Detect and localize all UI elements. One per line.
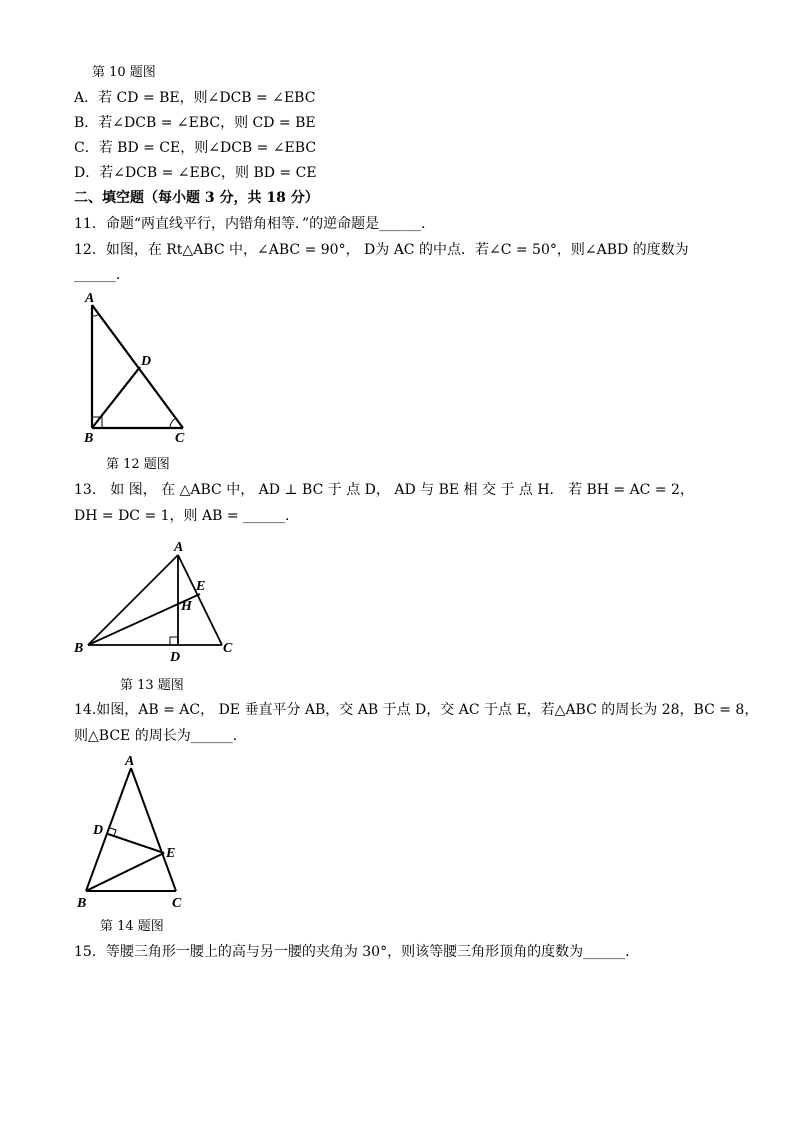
q15-text: 15．等腰三角形一腰上的高与另一腰的夹角为 30°，则该等腰三角形顶角的度数为______． (74, 944, 640, 960)
q14-label-e: E (166, 846, 176, 861)
q10-option-c: C．若 BD = CE，则∠DCB = ∠EBC (74, 140, 317, 156)
q14-label-b: B (77, 896, 87, 911)
q14-text-line1: 14.如图，AB = AC， DE 垂直平分 AB，交 AB 于点 D，交 AC 于点 E，若△ABC 的周长为 28，BC = 8， (74, 702, 759, 718)
section-title: 二、填空题（每小题 3 分，共 18 分） (74, 190, 319, 206)
q12-label-c: C (175, 431, 185, 446)
q13-caption: 第 13 题图 (120, 678, 184, 693)
q14-label-c: C (172, 896, 182, 911)
q13-label-b: B (74, 641, 84, 656)
q13-label-d: D (170, 650, 181, 665)
q11-text: 11．命题“两直线平行，内错角相等．”的逆命题是______． (74, 216, 436, 232)
q12-text-line2: ______． (74, 267, 130, 283)
q12-label-a: A (85, 291, 95, 306)
q13-label-a: A (174, 540, 184, 555)
q10-option-a: A．若 CD = BE，则∠DCB = ∠EBC (74, 90, 316, 106)
q10-caption: 第 10 题图 (92, 65, 156, 80)
q12-caption: 第 12 题图 (106, 457, 170, 472)
q13-text-line1: 13． 如 图， 在 △ABC 中， AD ⊥ BC 于 点 D， AD 与 BE 相 交 于 点 H． 若 BH = AC = 2， (74, 482, 694, 498)
q13-label-e: E (196, 579, 206, 594)
q14-label-a: A (125, 754, 135, 769)
q12-text-line1: 12．如图，在 Rt△ABC 中，∠ABC = 90°， D为 AC 的中点．若∠C = 50°，则∠ABD 的度数为 (74, 242, 689, 258)
q10-option-d: D．若∠DCB = ∠EBC，则 BD = CE (74, 165, 317, 181)
q14-caption: 第 14 题图 (100, 919, 164, 934)
q10-option-b: B．若∠DCB = ∠EBC，则 CD = BE (74, 115, 316, 131)
q13-label-c: C (223, 641, 233, 656)
q14-side-ac (131, 768, 176, 891)
q13-label-h: H (181, 599, 192, 614)
q14-text-line2: 则△BCE 的周长为______． (74, 728, 247, 744)
q13-text-line2: DH = DC = 1，则 AB = ______． (74, 508, 300, 524)
q12-label-b: B (84, 431, 94, 446)
q12-label-d: D (141, 354, 152, 369)
q14-label-d: D (93, 823, 104, 838)
